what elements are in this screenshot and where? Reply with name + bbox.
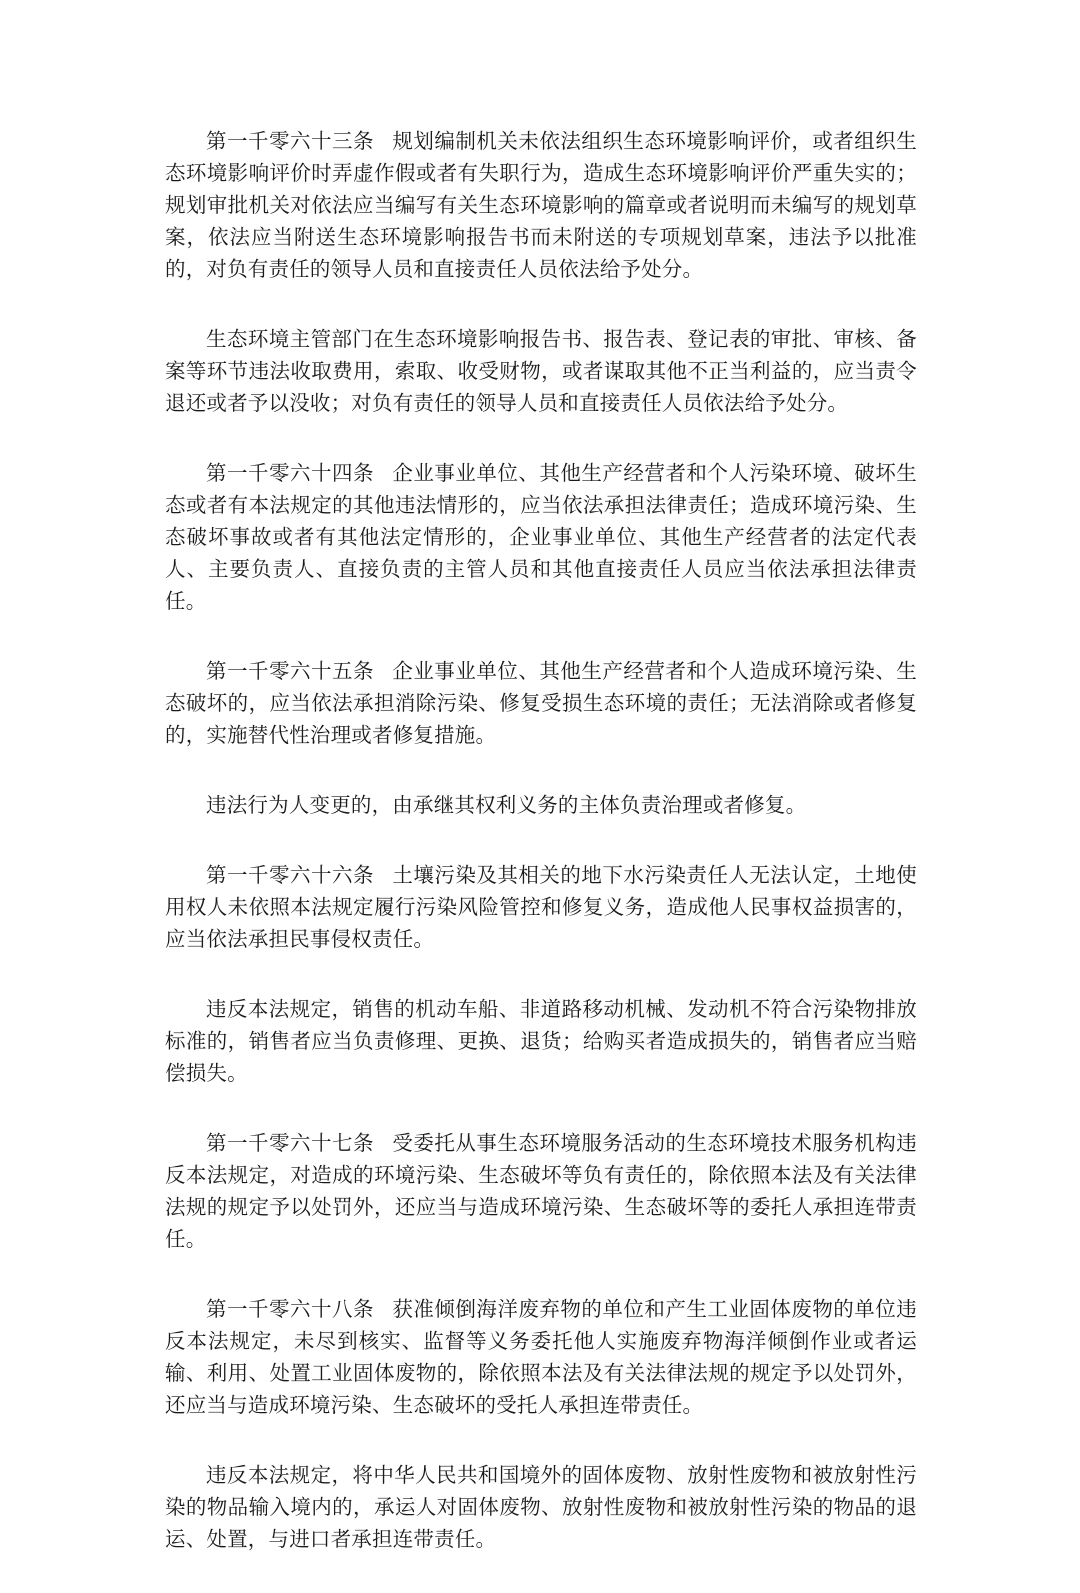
article-number: 第一千零六十五条 [206, 659, 374, 683]
paragraph-1068-2 [165, 1459, 917, 1555]
paragraph-article-1068 [165, 1293, 917, 1421]
paragraph-text: 获准倾倒海洋废弃物的单位和产生工业固体废物的单位违反本法规定，未尽到核实、监督等义务委托他人实施废弃物海洋倾倒作业或者运输、利用、处置工业固体废物的，除依照本法及有关法律法规的规定予以处罚外，还应当与造成环境污染、生态破坏的受托人承担连带责任。 [165, 1297, 917, 1417]
paragraph-text: 规划编制机关未依法组织生态环境影响评价，或者组织生态环境影响评价时弄虚作假或者有失职行为，造成生态环境影响评价严重失实的；规划审批机关对依法应当编写有关生态环境影响的篇章或者说明而未编写的规划草案，依法应当附送生态环境影响报告书而未附送的专项规划草案，违法予以批准的，对负有责任的领导人员和直接责任人员依法给予处分。 [165, 129, 917, 281]
paragraph-article-1063 [165, 125, 917, 285]
paragraph-text: 企业事业单位、其他生产经营者和个人污染环境、破坏生态或者有本法规定的其他违法情形的，应当依法承担法律责任；造成环境污染、生态破坏事故或者有其他法定情形的，企业事业单位、其他生产经营者的法定代表人、主要负责人、直接负责的主管人员和其他直接责任人员应当依法承担法律责任。 [165, 461, 917, 613]
paragraph-text: 受委托从事生态环境服务活动的生态环境技术服务机构违反本法规定，对造成的环境污染、生态破坏等负有责任的，除依照本法及有关法律法规的规定予以处罚外，还应当与造成环境污染、生态破坏等的委托人承担连带责任。 [165, 1131, 917, 1251]
paragraph-text: 企业事业单位、其他生产经营者和个人造成环境污染、生态破坏的，应当依法承担消除污染、修复受损生态环境的责任；无法消除或者修复的，实施替代性治理或者修复措施。 [165, 659, 917, 747]
article-number: 第一千零六十三条 [206, 129, 374, 153]
paragraph-article-1064 [165, 457, 917, 617]
paragraph-1065-2 [165, 789, 917, 821]
paragraph-text: 土壤污染及其相关的地下水污染责任人无法认定，土地使用权人未依照本法规定履行污染风险管控和修复义务，造成他人民事权益损害的，应当依法承担民事侵权责任。 [165, 863, 917, 951]
article-number: 第一千零六十四条 [206, 461, 374, 485]
paragraph-article-1067 [165, 1127, 917, 1255]
paragraph-text: 违反本法规定，销售的机动车船、非道路移动机械、发动机不符合污染物排放标准的，销售者应当负责修理、更换、退货；给购买者造成损失的，销售者应当赔偿损失。 [165, 997, 917, 1085]
paragraph-text: 违反本法规定，将中华人民共和国境外的固体废物、放射性废物和被放射性污染的物品输入境内的，承运人对固体废物、放射性废物和被放射性污染的物品的退运、处置，与进口者承担连带责任。 [165, 1463, 917, 1551]
article-number: 第一千零六十六条 [206, 863, 374, 887]
paragraph-1066-2 [165, 993, 917, 1089]
paragraph-article-1066 [165, 859, 917, 955]
paragraph-article-1065 [165, 655, 917, 751]
article-number: 第一千零六十八条 [206, 1297, 374, 1321]
paragraph-text: 违法行为人变更的，由承继其权利义务的主体负责治理或者修复。 [206, 793, 807, 817]
paragraph-1063-2 [165, 323, 917, 419]
article-number: 第一千零六十七条 [206, 1131, 374, 1155]
paragraph-text: 生态环境主管部门在生态环境影响报告书、报告表、登记表的审批、审核、备案等环节违法收取费用，索取、收受财物，或者谋取其他不正当利益的，应当责令退还或者予以没收；对负有责任的领导人员和直接责任人员依法给予处分。 [165, 327, 917, 415]
document-body [165, 125, 917, 1593]
